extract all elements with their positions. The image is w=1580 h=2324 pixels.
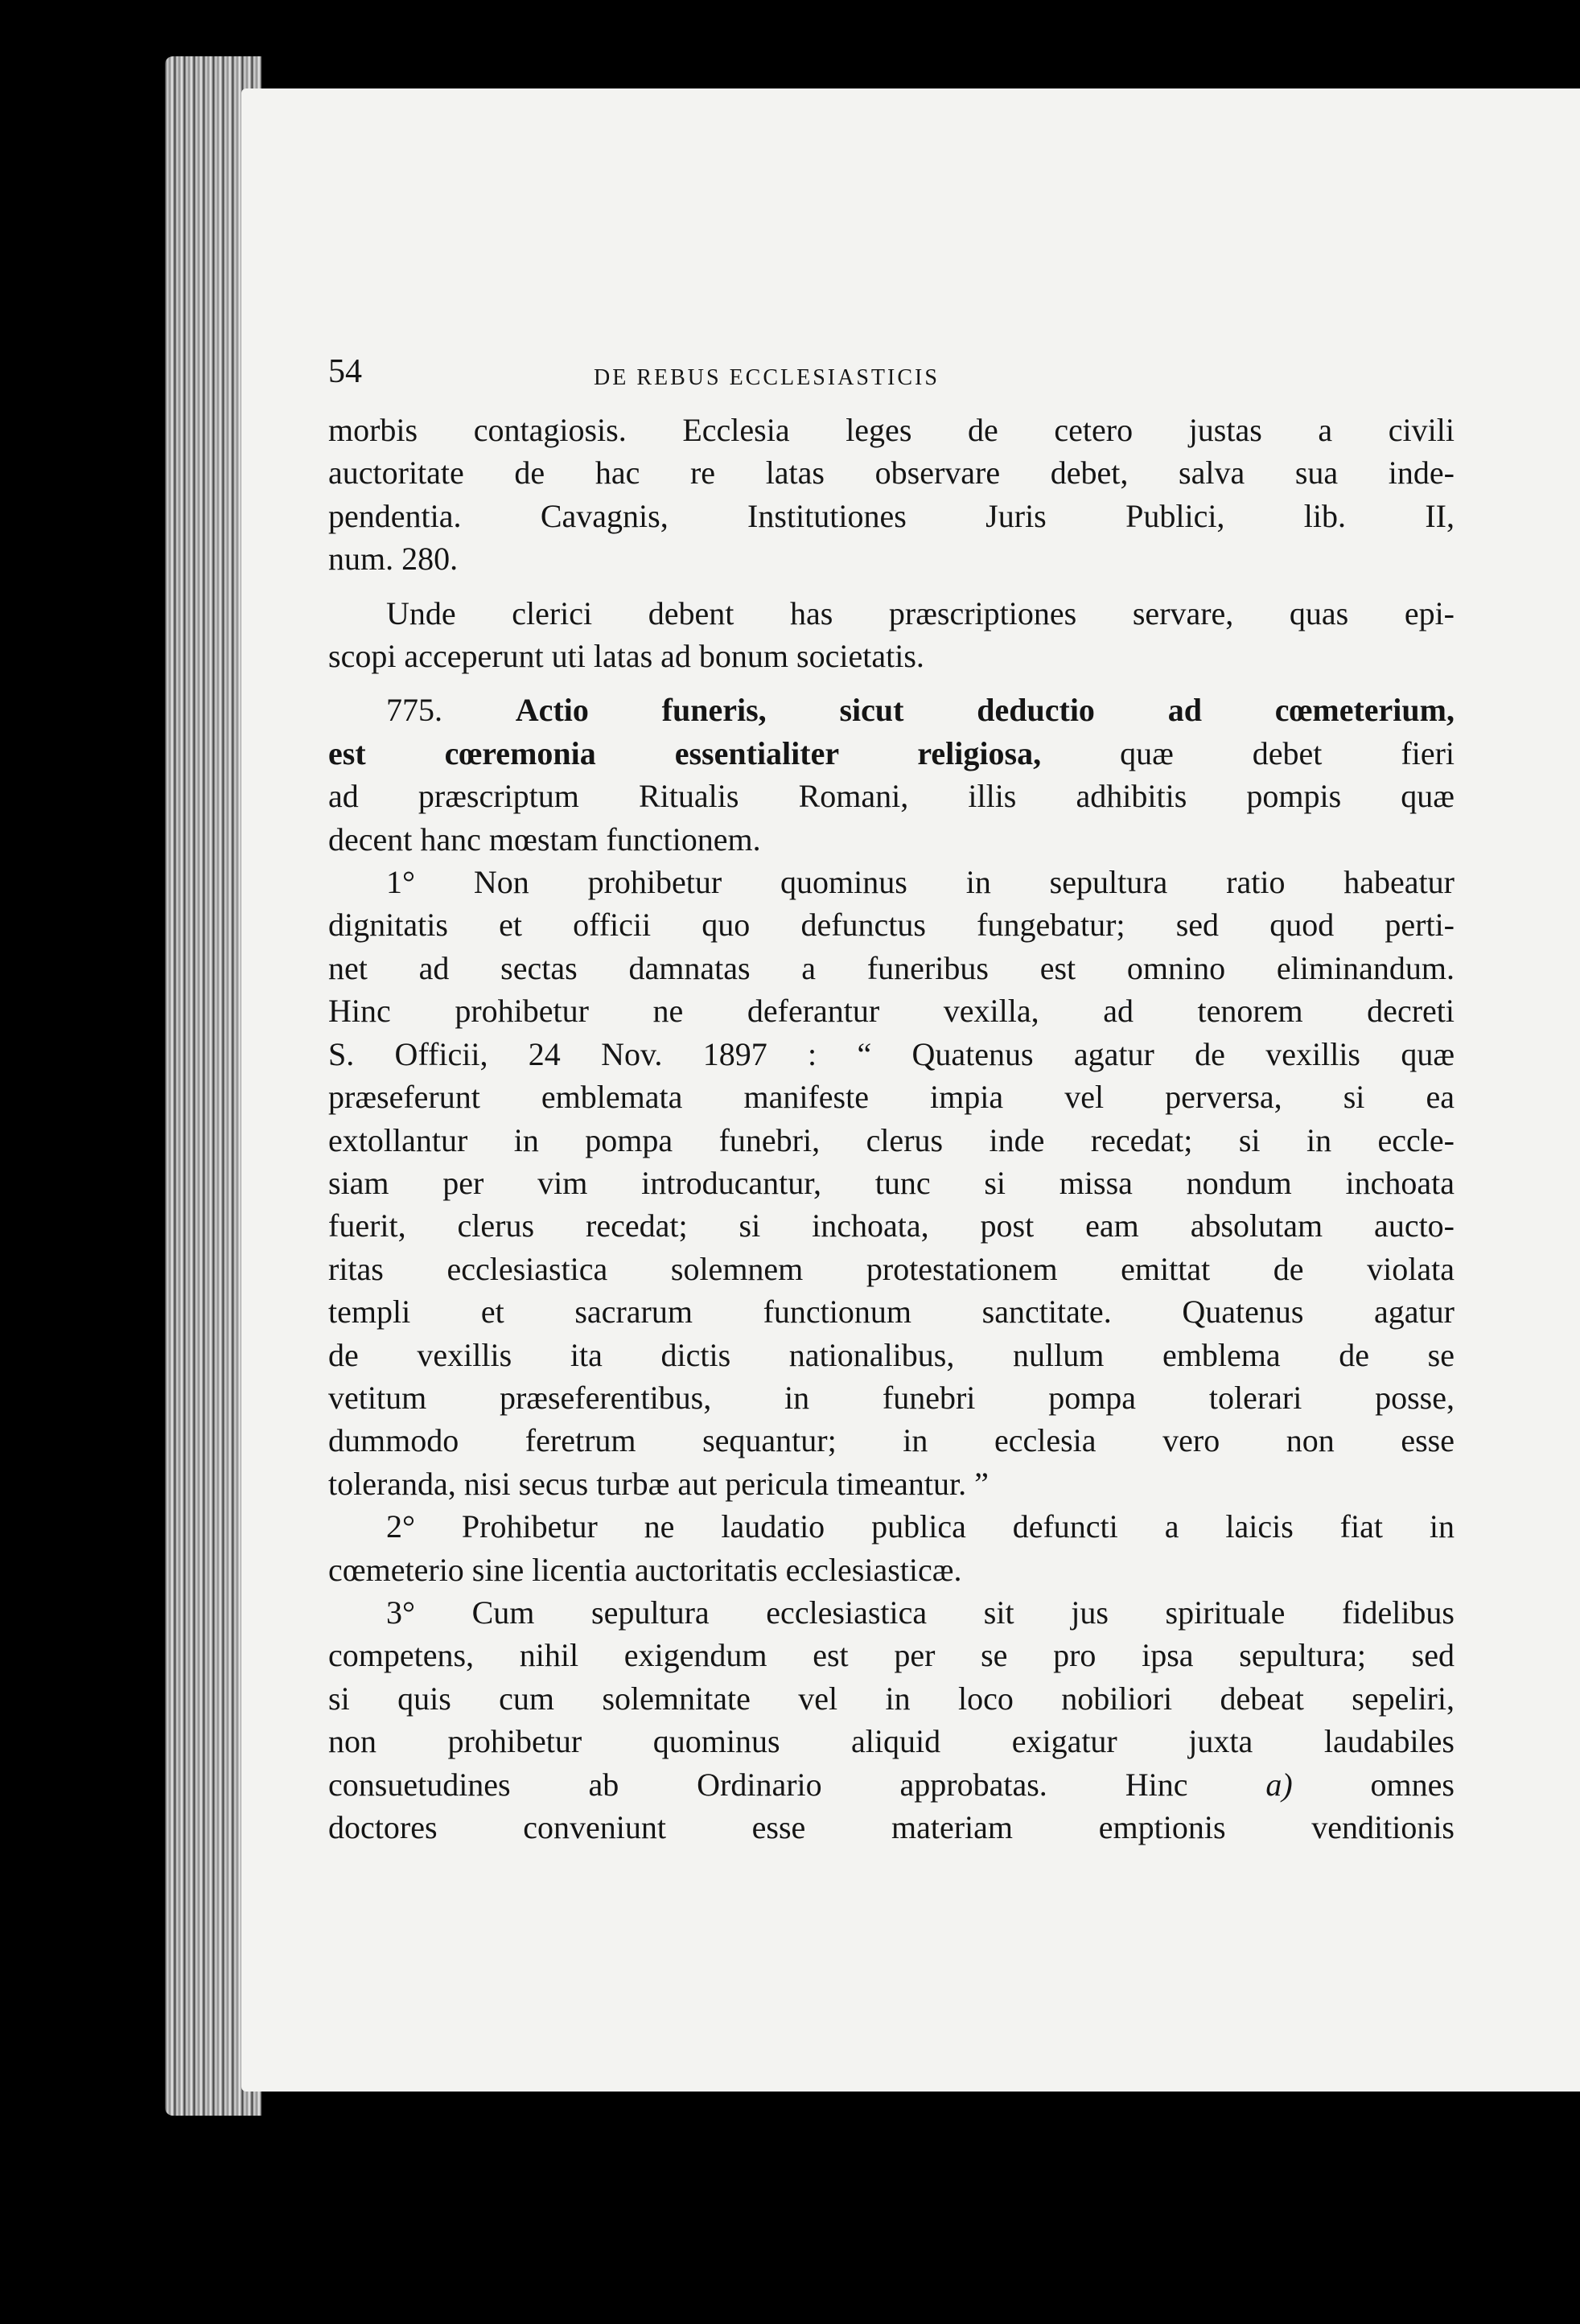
text-line: siam per vim introducantur, tunc si missa nondum inchoata (328, 1164, 1455, 1201)
text-line: ad præscriptum Ritualis Romani, illis adhibitis pompis quæ (328, 778, 1455, 815)
text-line: vetitum præseferentibus, in funebri pompa tolerari posse, (328, 1379, 1455, 1416)
bold-phrase: est cœremonia essentialiter religiosa, (328, 734, 1042, 771)
text-line: de vexillis ita dictis nationalibus, nullum emblema de se (328, 1336, 1455, 1373)
text-line: decent hanc mœstam functionem. (328, 821, 761, 858)
text-line: toleranda, nisi secus turbæ aut pericula timeantur. ” (328, 1465, 989, 1502)
text-line: doctores conveniunt esse materiam emptionis venditionis (328, 1809, 1455, 1845)
text-line: templi et sacrarum functionum sanctitate. Quatenus agatur (328, 1294, 1455, 1331)
paragraph-775-line: est cœremonia essentialiter religiosa, quæ debet fieri (328, 734, 1455, 771)
text-line-italic-marker: consuetudines ab Ordinario approbatas. Hinc a) omnes (328, 1766, 1455, 1803)
page-number: 54 (328, 353, 362, 390)
text-line: Unde clerici debent has præscriptiones servare, quas epi- (386, 594, 1455, 631)
paragraph-number: 775. (386, 692, 516, 729)
text-line: competens, nihil exigendum est per se pro ipsa sepultura; sed (328, 1637, 1455, 1674)
bold-phrase: Actio funeris, sicut deductio ad cœmeterium, (515, 692, 1455, 729)
text-line: net ad sectas damnatas a funeribus est omnino eliminandum. (328, 949, 1455, 986)
text-line: auctoritate de hac re latas observare debet, salva sua inde- (328, 455, 1455, 492)
running-title: DE REBUS ECCLESIASTICIS (594, 365, 940, 390)
text-line: præseferunt emblemata manifeste impia vel perversa, si ea (328, 1079, 1455, 1116)
text-line: extollantur in pompa funebri, clerus inde recedat; si in eccle- (328, 1121, 1455, 1158)
text-line: num. 280. (328, 541, 459, 578)
text-line: dummodo feretrum sequantur; in ecclesia vero non esse (328, 1422, 1455, 1459)
text-line: ritas ecclesiastica solemnem protestationem emittat de violata (328, 1250, 1455, 1287)
text-line: si quis cum solemnitate vel in loco nobiliori debeat sepeliri, (328, 1680, 1455, 1717)
text-line: non prohibetur quominus aliquid exigatur juxta laudabiles (328, 1723, 1455, 1760)
text-line: S. Officii, 24 Nov. 1897 : “ Quatenus agatur de vexillis quæ (328, 1035, 1455, 1072)
text-line: 2° Prohibetur ne laudatio publica defuncti a laicis fiat in (386, 1508, 1455, 1545)
page-text (328, 352, 1455, 1849)
text-line: scopi acceperunt uti latas ad bonum societatis. (328, 638, 924, 675)
paragraph-775-line (328, 689, 1455, 731)
text-line: fuerit, clerus recedat; si inchoata, post eam absolutam aucto- (328, 1207, 1455, 1244)
text-line: Hinc prohibetur ne deferantur vexilla, ad tenorem decreti (328, 993, 1455, 1030)
text-line: 1° Non prohibetur quominus in sepultura ratio habeatur (386, 864, 1455, 901)
text-line: morbis contagiosis. Ecclesia leges de cetero justas a civili (328, 412, 1455, 448)
text-line: dignitatis et officii quo defunctus fungebatur; sed quod perti- (328, 907, 1455, 944)
text-line: pendentia. Cavagnis, Institutiones Juris Publici, lib. II, (328, 497, 1455, 534)
page-header (328, 352, 1455, 409)
text-line: 3° Cum sepultura ecclesiastica sit jus spirituale fidelibus (386, 1594, 1455, 1631)
text-line: cœmeterio sine licentia auctoritatis ecclesiasticæ. (328, 1551, 962, 1588)
